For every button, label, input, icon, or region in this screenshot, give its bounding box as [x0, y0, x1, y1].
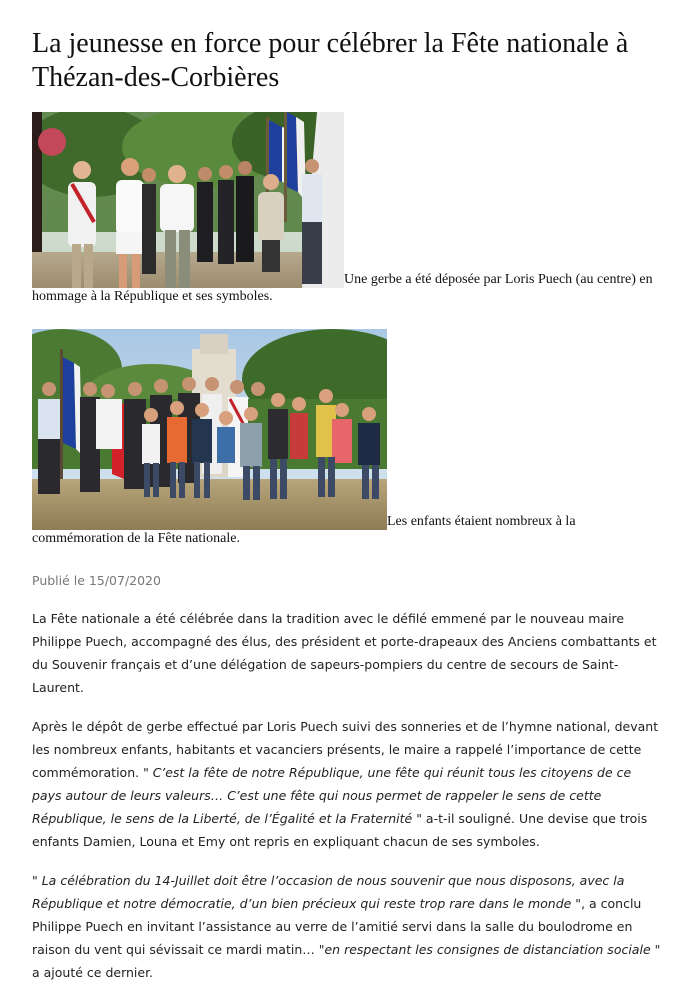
article-paragraph: La Fête nationale a été célébrée dans la tradition avec le défilé emmené par le nouveau maire Philippe Puech, accompagné des élus, des président et porte-drapeaux des Anciens combattants et du Souvenir français et d’une délégation de sapeurs-pompiers du centre de secours de Saint-Laurent. — [32, 611, 657, 695]
photo-block-children — [32, 329, 662, 547]
paragraph-text: a ajouté ce dernier. — [32, 965, 154, 980]
article — [32, 0, 662, 984]
paragraph-text: a-t-il souligné. Une devise que trois enfants Damien, Louna et Emy ont repris en expliquant chacun de ses symboles. — [32, 811, 648, 849]
mayor-quote: "en respectant les consignes de distanciation sociale " — [318, 942, 661, 957]
publication-date: Publié le 15/07/2020 — [32, 573, 161, 588]
photo-children-group[interactable] — [32, 329, 387, 530]
mayor-quote: " C’est la fête de notre République, une fête qui réunit tous les citoyens de ce pays autour de leurs valeurs… C’est une fête qui nous permet de rappeler le sens de cette République, le sens de la Liberté, de l’Égalité et la Fraternité " — [32, 765, 632, 826]
photo-caption-children: Les enfants étaient nombreux à la commémoration de la Fête nationale. — [32, 514, 576, 546]
article-paragraph — [32, 869, 662, 984]
paragraph-text: , a conclu Philippe Puech en invitant l’assistance au verre de l’amitié servi dans la salle du boulodrome en raison du vent qui sévissait ce mardi matin… — [32, 896, 642, 957]
mayor-quote: " La célébration du 14-Juillet doit être l’occasion de nous souvenir que nous disposons, avec la République et notre démocratie, d’un bien précieux qui reste trop rare dans le monde " — [32, 873, 625, 911]
photo-block-wreath — [32, 112, 662, 305]
photo-wreath-ceremony[interactable] — [32, 112, 344, 288]
article-title: La jeunesse en force pour célébrer la Fête nationale à Thézan-des-Corbières — [32, 28, 629, 93]
photo-wreath-image — [32, 112, 344, 288]
photo-children-image — [32, 329, 387, 530]
article-paragraph — [32, 715, 662, 853]
paragraph-text: Après le dépôt de gerbe effectué par Loris Puech suivi des sonneries et de l’hymne national, devant les nombreux enfants, habitants et vacanciers présents, le maire a rappelé l’importance de cette commémoration. — [32, 719, 659, 780]
photo-caption-wreath: Une gerbe a été déposée par Loris Puech (au centre) en hommage à la République et ses symboles. — [32, 272, 653, 304]
